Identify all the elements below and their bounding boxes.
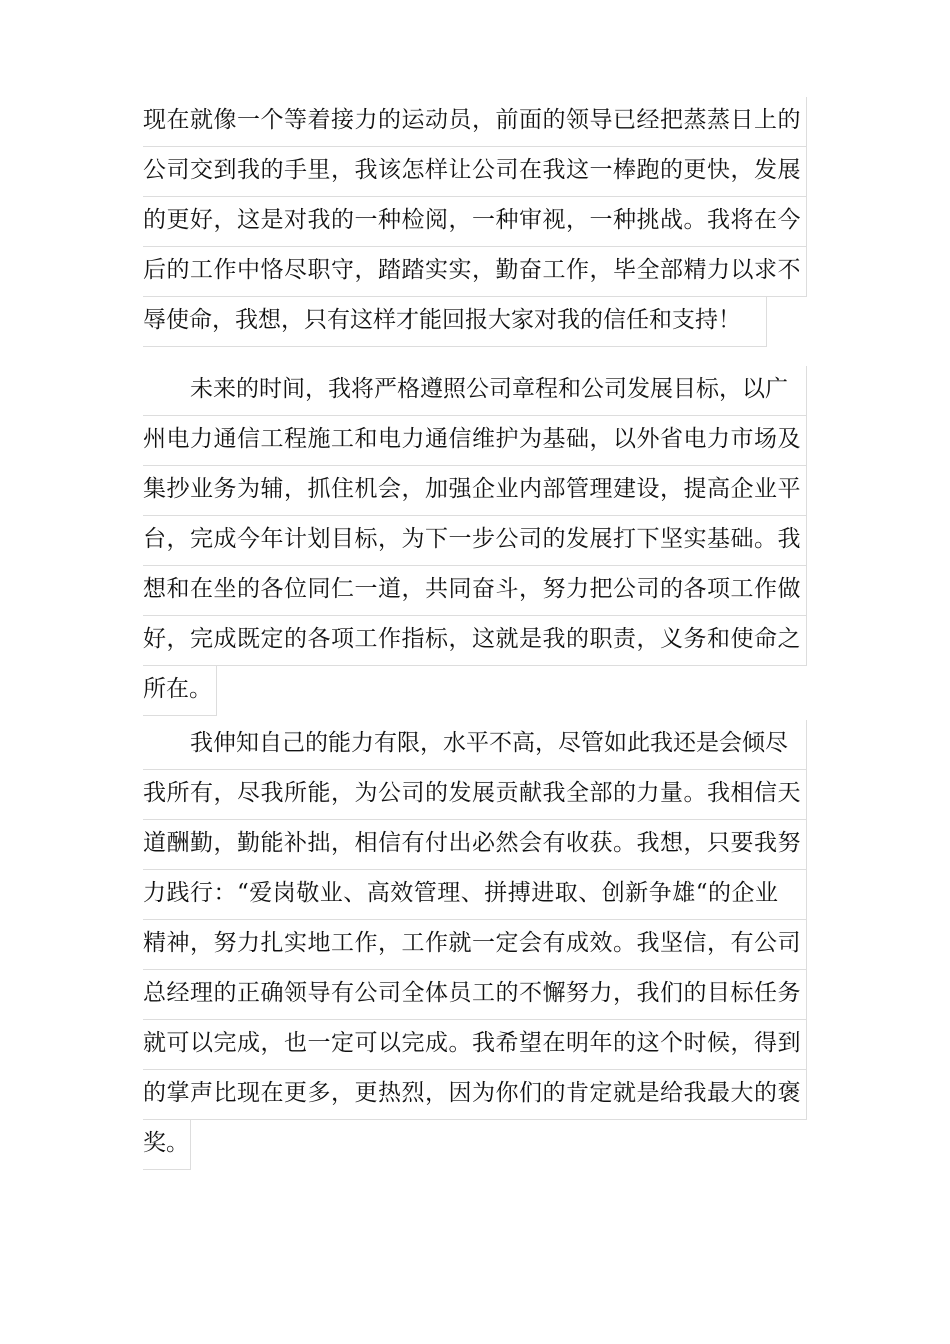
paragraph-1: [143, 97, 807, 347]
text-line: 好，完成既定的各项工作指标，这就是我的职责，义务和使命之: [143, 616, 807, 666]
text-line: 集抄业务为辅，抓住机会，加强企业内部管理建设，提高企业平: [143, 466, 807, 516]
paragraph-2: [143, 366, 807, 716]
text-line: 后的工作中恪尽职守，踏踏实实，勤奋工作，毕全部精力以求不: [143, 247, 807, 297]
text-line: 辱使命，我想，只有这样才能回报大家对我的信任和支持！: [143, 297, 767, 347]
text-line: 现在就像一个等着接力的运动员，前面的领导已经把蒸蒸日上的: [143, 97, 807, 147]
text-line: 就可以完成，也一定可以完成。我希望在明年的这个时候，得到: [143, 1020, 807, 1070]
text-line: 的更好，这是对我的一种检阅，一种审视，一种挑战。我将在今: [143, 197, 807, 247]
text-line: 总经理的正确领导有公司全体员工的不懈努力，我们的目标任务: [143, 970, 807, 1020]
paragraph-3: [143, 720, 807, 1170]
text-line: 我伸知自己的能力有限，水平不高，尽管如此我还是会倾尽: [143, 720, 807, 770]
text-line: 所在。: [143, 666, 217, 716]
text-line: 的掌声比现在更多，更热烈，因为你们的肯定就是给我最大的褒: [143, 1070, 807, 1120]
text-line: 台，完成今年计划目标，为下一步公司的发展打下坚实基础。我: [143, 516, 807, 566]
text-line: 精神，努力扎实地工作，工作就一定会有成效。我坚信，有公司: [143, 920, 807, 970]
text-line: 道酬勤，勤能补拙，相信有付出必然会有收获。我想，只要我努: [143, 820, 807, 870]
text-line: 州电力通信工程施工和电力通信维护为基础，以外省电力市场及: [143, 416, 807, 466]
text-line: 我所有，尽我所能，为公司的发展贡献我全部的力量。我相信天: [143, 770, 807, 820]
text-line: 公司交到我的手里，我该怎样让公司在我这一棒跑的更快，发展: [143, 147, 807, 197]
text-line: 未来的时间，我将严格遵照公司章程和公司发展目标，以广: [143, 366, 807, 416]
text-line: 奖。: [143, 1120, 191, 1170]
text-line: 力践行：“爱岗敬业、高效管理、拼搏进取、创新争雄“的企业: [143, 870, 807, 920]
text-line: 想和在坐的各位同仁一道，共同奋斗，努力把公司的各项工作做: [143, 566, 807, 616]
